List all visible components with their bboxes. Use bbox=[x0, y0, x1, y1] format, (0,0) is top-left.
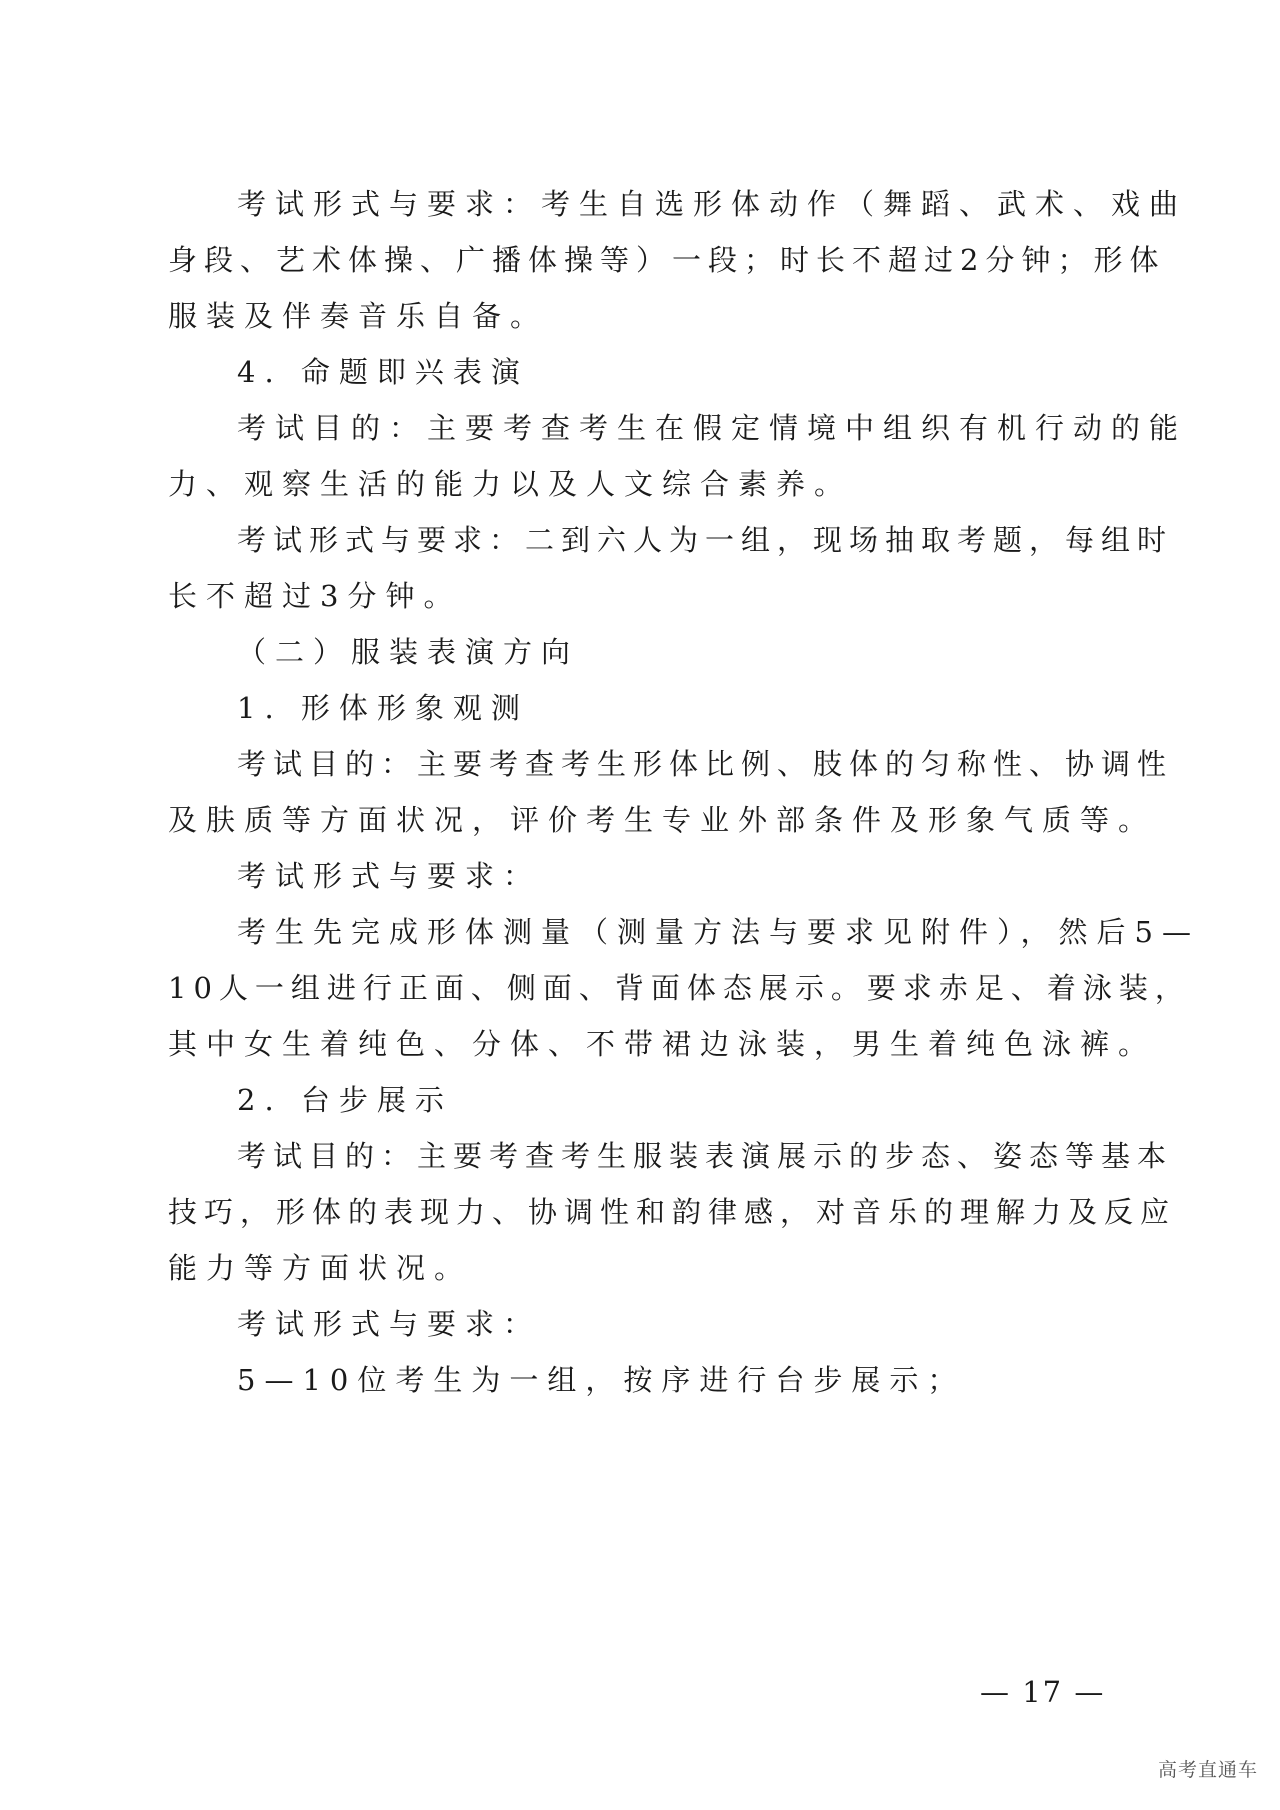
paragraph-line: 5—10位考生为一组，按序进行台步展示； bbox=[237, 1363, 966, 1397]
paragraph-line: 身段、艺术体操、广播体操等）一段；时长不超过2分钟；形体 bbox=[168, 243, 1166, 277]
paragraph-line: 及肤质等方面状况，评价考生专业外部条件及形象气质等。 bbox=[168, 803, 1157, 837]
paragraph-line: 考试目的：主要考查考生形体比例、肢体的匀称性、协调性 bbox=[237, 747, 1174, 781]
paragraph-line: 考试形式与要求： bbox=[237, 859, 542, 893]
paragraph-line: 考试形式与要求：考生自选形体动作（舞蹈、武术、戏曲 bbox=[237, 187, 1188, 221]
paragraph-line: 考试形式与要求： bbox=[237, 1307, 542, 1341]
section-heading: 4. 命题即兴表演 bbox=[237, 355, 529, 389]
paragraph-line: 能力等方面状况。 bbox=[168, 1251, 473, 1285]
paragraph-line: 力、观察生活的能力以及人文综合素养。 bbox=[168, 467, 853, 501]
section-heading: 1. 形体形象观测 bbox=[237, 691, 529, 725]
paragraph-line: 10人一组进行正面、侧面、背面体态展示。要求赤足、着泳装， bbox=[168, 971, 1191, 1005]
paragraph-line: 考试形式与要求：二到六人为一组，现场抽取考题，每组时 bbox=[237, 523, 1174, 557]
section-heading: （二）服装表演方向 bbox=[237, 635, 580, 669]
page-number: — 17 — bbox=[980, 1675, 1106, 1709]
watermark-text: 高考直通车 bbox=[1157, 1759, 1258, 1781]
section-heading: 2. 台步展示 bbox=[237, 1083, 453, 1117]
paragraph-line: 服装及伴奏音乐自备。 bbox=[168, 299, 549, 333]
paragraph-line: 长不超过3分钟。 bbox=[168, 579, 462, 613]
paragraph-line: 其中女生着纯色、分体、不带裙边泳装，男生着纯色泳裤。 bbox=[168, 1027, 1157, 1061]
paragraph-line: 考生先完成形体测量（测量方法与要求见附件），然后5— bbox=[237, 915, 1200, 949]
paragraph-line: 技巧，形体的表现力、协调性和韵律感，对音乐的理解力及反应 bbox=[168, 1195, 1177, 1229]
paragraph-line: 考试目的：主要考查考生在假定情境中组织有机行动的能 bbox=[237, 411, 1188, 445]
paragraph-line: 考试目的：主要考查考生服装表演展示的步态、姿态等基本 bbox=[237, 1139, 1174, 1173]
